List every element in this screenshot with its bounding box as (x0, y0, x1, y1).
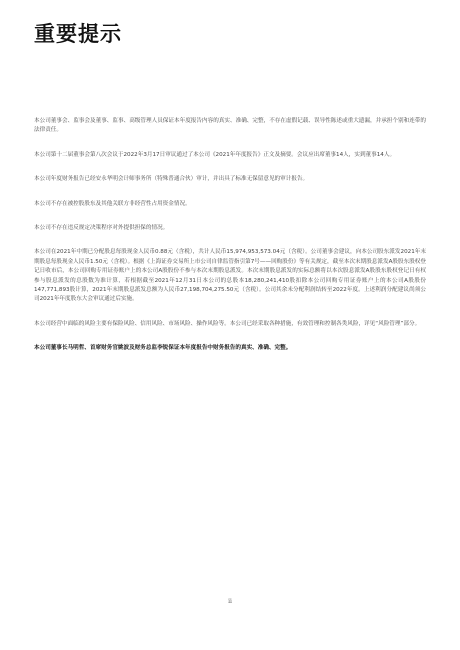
paragraph-financial-assurance: 本公司董事长马明哲、首席财务官姚波及财务总监李锐保证本年度报告中财务报告的真实、准确、完整。 (34, 345, 292, 352)
page-title: 重要提示 (34, 22, 122, 46)
paragraph-audit-report: 本公司年度财务报告已经安永华明会计师事务所（特殊普通合伙）审计，并出具了标准无保留意见的审计报告。 (34, 176, 309, 183)
paragraph-guarantee: 本公司不存在违反规定决策程序对外提供担保的情况。 (34, 225, 169, 232)
notice-body (34, 117, 426, 369)
page-number: ii (228, 598, 232, 605)
paragraph-board-meeting: 本公司第十二届董事会第八次会议于2022年3月17日审议通过了本公司《2021年年度报告》正文及摘要。会议应出席董事14人，实到董事14人。 (34, 151, 396, 158)
paragraph-fund-occupation: 本公司不存在被控股股东及其他关联方非经营性占用资金情况。 (34, 200, 191, 207)
paragraph-dividend: 本公司在2021年中期已分配股息每股现金人民币0.88元（含税），共计人民币15,974,953,573.04元（含税）。公司董事会建议，向本公司股东派发2021年末期股息每股现金人民币1.50元（含税）。根据《上海证券交易所上市公司自律监管指引第7号——回购股份》等有关规定，截至本次末期股息派发A股股东股权登记日收市后，本公司回购专用证券账户上的本公司A股股份不参与本次末期股息派发。本次末期股息派发的实际总额将以本次股息派发A股股东股权登记日有权参与股息派发的总股数为准计算，若根据截至2021年12月31日本公司的总股本18,280,241,410股扣除本公司回购专用证券账户上的本公司A股股份147,771,893股计算，2021年末期股息派发总额为人民币27,198,704,275.50元（含税）。公司其余未分配利润结转至2022年度。上述利润分配建议尚须公司2021年年度股东大会审议通过后实施。 (34, 249, 426, 303)
paragraph-responsibility-statement: 本公司董事会、监事会及董事、监事、高级管理人员保证本年度报告内容的真实、准确、完整，不存在虚假记载、误导性陈述或重大遗漏，并承担个别和连带的法律责任。 (34, 118, 426, 134)
paragraph-risk: 本公司经营中面临的风险主要有保险风险、信用风险、市场风险、操作风险等。本公司已经采取各种措施，有效管理和控制各类风险，详见“风险管理”部分。 (34, 320, 421, 327)
